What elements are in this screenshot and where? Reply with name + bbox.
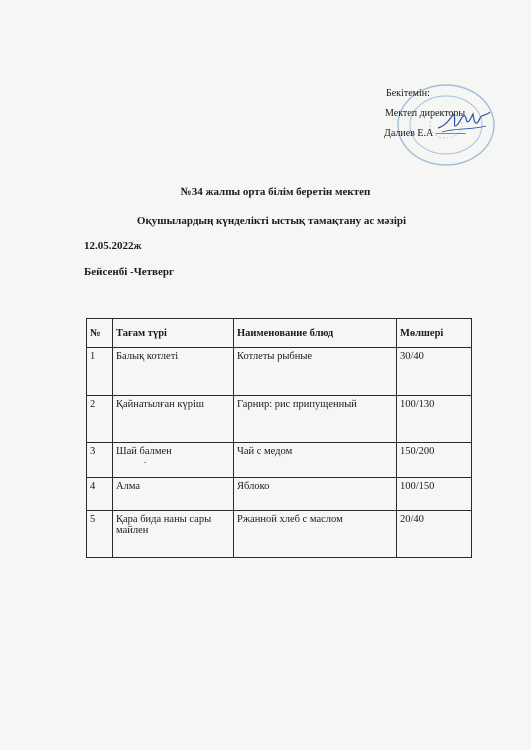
menu-table [86, 318, 472, 558]
row-number: 3 [87, 443, 113, 478]
row-amount: 100/130 [397, 396, 472, 443]
row-number: 1 [87, 348, 113, 396]
row-dish-ru: Яблоко [234, 478, 397, 511]
row-number: 5 [87, 511, 113, 558]
row-dish-ru: Котлеты рыбные [234, 348, 397, 396]
signature-icon [436, 108, 492, 136]
menu-title: Оқушылардың күнделікті ыстық тамақтану ас мәзірі [136, 215, 407, 227]
header-dish-name: Наименование блюд [234, 319, 397, 348]
row-amount: 20/40 [397, 511, 472, 558]
table-row [87, 348, 472, 396]
director-name: Далиев Е.А [384, 128, 434, 139]
row-amount: 30/40 [397, 348, 472, 396]
row-dish-kz-cell [113, 443, 234, 478]
menu-date: 12.05.2022ж [84, 240, 142, 252]
row-dish-ru: Чай с медом [234, 443, 397, 478]
school-name: №34 жалпы орта білім беретін мектеп [180, 186, 371, 198]
row-dish-kz: Қайнатылған күріш [113, 396, 234, 443]
table-row [87, 443, 472, 478]
header-number: № [87, 319, 113, 348]
approval-block: Бекітемін: Мектеп директоры Далиев Е.А ——— [368, 84, 466, 144]
header-dish-type: Тағам түрі [113, 319, 234, 348]
row-dish-kz: Алма [113, 478, 234, 511]
row-dish-ru: Гарнир: рис припущенный [234, 396, 397, 443]
row-dish-kz: Шай балмен [116, 446, 172, 457]
table-row [87, 396, 472, 443]
header-amount: Мөлшері [397, 319, 472, 348]
row-amount: 150/200 [397, 443, 472, 478]
row-dish-ru: Ржанной хлеб с маслом [234, 511, 397, 558]
table-row [87, 511, 472, 558]
approval-label: Бекітемін: [386, 88, 430, 99]
table-row [87, 478, 472, 511]
row-dish-kz: Қара бида наны сары майлен [113, 511, 234, 558]
director-position: Мектеп директоры [385, 108, 466, 119]
stray-dot: . [144, 455, 147, 465]
row-amount: 100/150 [397, 478, 472, 511]
row-number: 4 [87, 478, 113, 511]
menu-day: Бейсенбі -Четверг [84, 266, 174, 278]
table-header-row [87, 319, 472, 348]
row-dish-kz: Балық котлеті [113, 348, 234, 396]
row-number: 2 [87, 396, 113, 443]
